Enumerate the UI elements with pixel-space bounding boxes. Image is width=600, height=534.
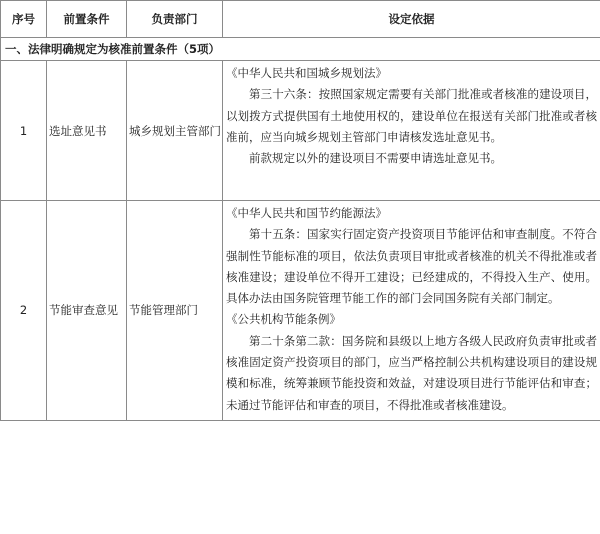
row-basis [223,61,600,201]
section-title: 一、法律明确规定为核准前置条件（5项） [1,38,600,61]
row-precondition: 节能审查意见 [47,201,127,421]
row-department: 节能管理部门 [127,201,223,421]
law-title: 《中华人民共和国城乡规划法》 [226,66,387,80]
header-num: 序号 [1,1,47,38]
law-article: 第十五条：国家实行固定资产投资项目节能评估和审查制度。不符合强制性节能标准的项目，依法负责项目审批或者核准的机关不得批准或者核准建设；建设单位不得开工建设；已经建成的，不得投入生产、使用。具体办法由国务院管理节能工作的部门会同国务院有关部门制定。 [226,227,597,306]
law-article: 第三十六条：按照国家规定需要有关部门批准或者核准的建设项目，以划拨方式提供国有土地使用权的，建设单位在报送有关部门批准或者核准前，应当向城乡规划主管部门申请核发选址意见书。 [226,87,597,144]
section-row [1,38,600,61]
row-department: 城乡规划主管部门 [127,61,223,201]
header-department: 负责部门 [127,1,223,38]
table-row [1,61,600,201]
row-num: 1 [1,61,47,201]
row-num: 2 [1,201,47,421]
law-title: 《中华人民共和国节约能源法》 [226,206,387,220]
header-precondition: 前置条件 [47,1,127,38]
law-article: 前款规定以外的建设项目不需要申请选址意见书。 [249,151,502,166]
row-basis [223,201,600,421]
law-title: 《公共机构节能条例》 [226,312,341,327]
header-basis: 设定依据 [223,1,600,38]
law-article: 第二十条第二款：国务院和县级以上地方各级人民政府负责审批或者核准固定资产投资项目的部门，应当严格控制公共机构建设项目的建设规模和标准，统筹兼顾节能投资和效益，对建设项目进行节能评估和审查；未通过节能评估和审查的项目，不得批准或者核准建设。 [226,333,597,412]
table-row [1,201,600,421]
row-precondition: 选址意见书 [47,61,127,201]
header-row [1,1,600,38]
